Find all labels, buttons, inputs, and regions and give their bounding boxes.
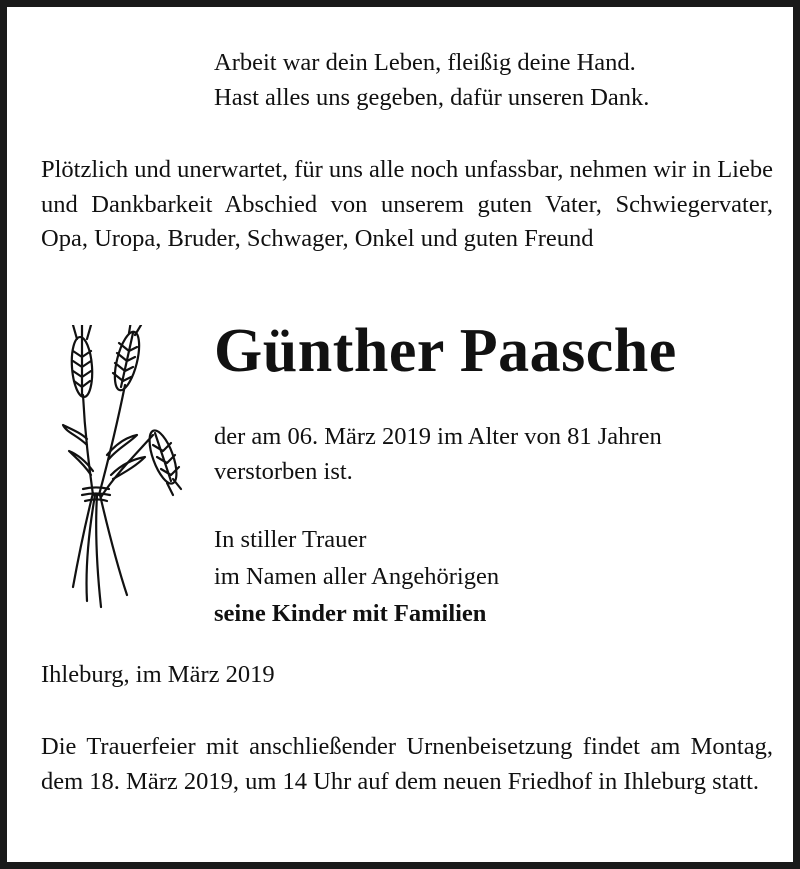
death-details-line: verstorben ist.	[214, 457, 353, 485]
intro-paragraph: Plötzlich und unerwartet, für uns alle noch unfassbar, nehmen wir in Liebe und Dankbarkeit Abschied von unserem guten Vater, Schwiegervater, Opa, Uropa, Bruder, Schwager, Onkel und guten Freund	[41, 156, 773, 252]
motto-line: Arbeit war dein Leben, fleißig deine Hand.	[214, 49, 636, 76]
death-details	[214, 420, 662, 489]
service-announcement: Die Trauerfeier mit anschließender Urnenbeisetzung findet am Montag, dem 18. März 2019, um 14 Uhr auf dem neuen Friedhof in Ihleburg statt.	[41, 733, 773, 795]
place-date: Ihleburg, im März 2019	[41, 661, 275, 688]
mourners-names: seine Kinder mit Familien	[214, 600, 487, 627]
motto-line: Hast alles uns gegeben, dafür unseren Dank.	[214, 84, 650, 111]
mourning-signature	[214, 521, 499, 632]
mourning-line: im Namen aller Angehörigen	[214, 563, 500, 590]
deceased-name: Günther Paasche	[214, 317, 677, 385]
death-details-line: der am 06. März 2019 im Alter von 81 Jahren	[214, 423, 662, 450]
wheat-sheaf-icon	[55, 325, 185, 615]
mourning-line: In stiller Trauer	[214, 526, 367, 553]
motto-verse	[214, 45, 649, 115]
